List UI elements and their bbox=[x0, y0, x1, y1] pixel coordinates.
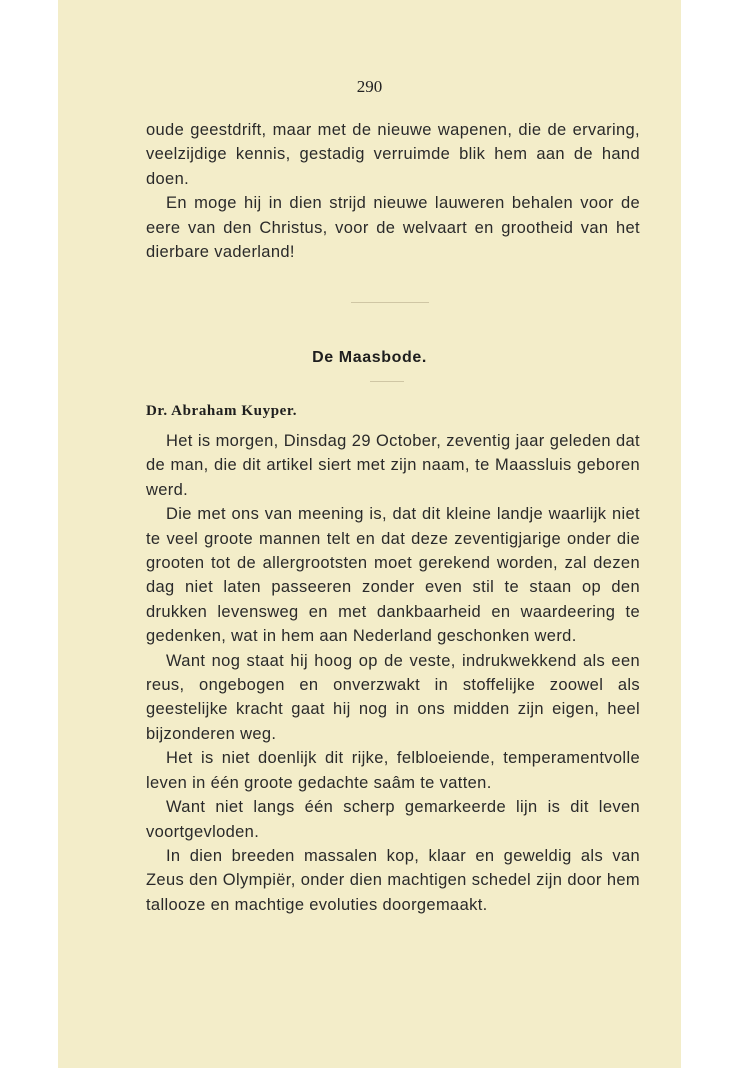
section-title: De Maasbode. bbox=[312, 349, 427, 366]
text-block-article bbox=[146, 429, 640, 917]
book-page bbox=[58, 0, 681, 1068]
section-divider bbox=[351, 302, 429, 303]
paragraph: En moge hij in dien strijd nieuwe lauweren behalen voor de eere van den Christus, voor de welvaart en grootheid van het dierbare vaderland! bbox=[146, 194, 640, 262]
paragraph: Want nog staat hij hoog op de veste, indrukwekkend als een reus, ongebogen en onverzwakt in stoffelijke zoowel als geestelijke kracht gaat hij nog in ons midden zijn eigen, heel bijzonderen weg. bbox=[146, 651, 640, 743]
paragraph: In dien breeden massalen kop, klaar en geweldig als van Zeus den Olympiër, onder dien machtigen schedel zijn door hem tallooze en machtige evoluties doorgemaakt. bbox=[146, 846, 640, 914]
article-heading: Dr. Abraham Kuyper. bbox=[146, 403, 298, 419]
paragraph: Het is morgen, Dinsdag 29 October, zeventig jaar geleden dat de man, die dit artikel siert met zijn naam, te Maassluis geboren werd. bbox=[146, 432, 640, 499]
paragraph: oude geestdrift, maar met de nieuwe wapenen, die de ervaring, veelzijdige kennis, gestadig verruimde blik hem aan de hand doen. bbox=[146, 121, 640, 188]
text-block-top bbox=[146, 118, 640, 264]
paragraph: Die met ons van meening is, dat dit kleine landje waarlijk niet te veel groote mannen telt en dat deze zeventigjarige onder die grooten tot de allergrootsten moet gerekend worden, zal dezen dag niet laten passeeren zonder even stil te staan op den drukken levensweg en met dankbaarheid en waardeering te gedenken, wat in hem aan Nederland geschonken werd. bbox=[146, 505, 640, 646]
paragraph: Het is niet doenlijk dit rijke, felbloeiende, temperamentvolle leven in één groote gedachte saâm te vatten. bbox=[146, 749, 640, 792]
page-number: 290 bbox=[356, 77, 383, 96]
title-underline bbox=[370, 381, 404, 382]
paragraph: Want niet langs één scherp gemarkeerde lijn is dit leven voortgevloden. bbox=[146, 798, 640, 841]
